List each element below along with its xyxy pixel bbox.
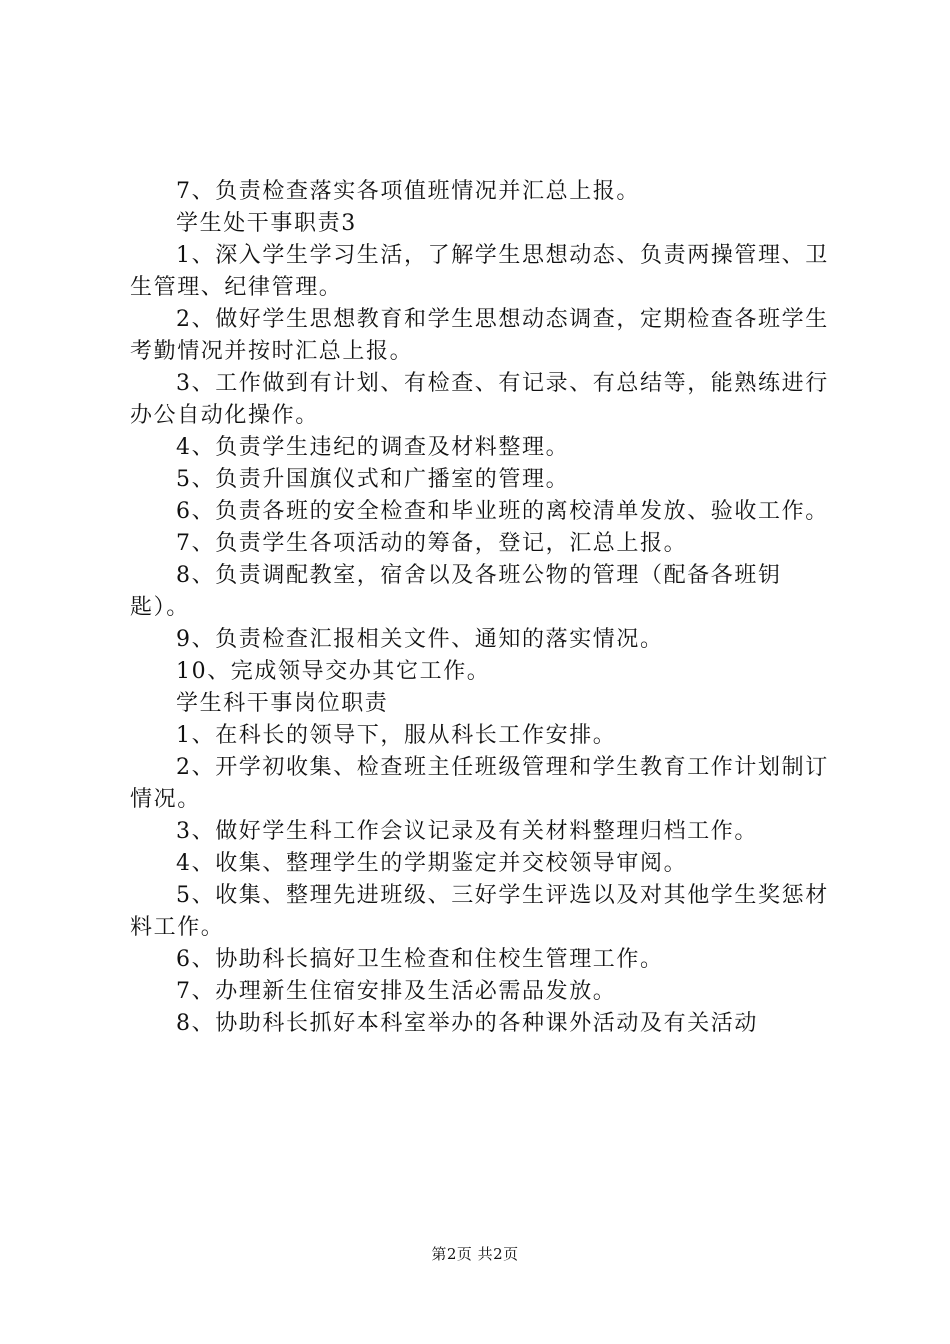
document-body [130,176,840,1040]
paragraph: 2、做好学生思想教育和学生思想动态调查，定期检查各班学生考勤情况并按时汇总上报。 [130,307,829,364]
section-heading: 学生处干事职责3 [176,211,357,236]
paragraph: 3、工作做到有计划、有检查、有记录、有总结等，能熟练进行办公自动化操作。 [130,371,829,428]
paragraph: 7、办理新生住宿安排及生活必需品发放。 [176,979,617,1004]
paragraph: 4、收集、整理学生的学期鉴定并交校领导审阅。 [176,851,688,876]
paragraph: 2、开学初收集、检查班主任班级管理和学生教育工作计划制订情况。 [130,755,829,812]
paragraph: 5、负责升国旗仪式和广播室的管理。 [176,467,570,492]
paragraph: 9、负责检查汇报相关文件、通知的落实情况。 [176,627,664,652]
paragraph: 10、完成领导交办其它工作。 [176,659,491,684]
paragraph: 4、负责学生违纪的调查及材料整理。 [176,435,570,460]
paragraph: 5、收集、整理先进班级、三好学生评选以及对其他学生奖惩材料工作。 [130,883,829,940]
paragraph: 1、深入学生学习生活，了解学生思想动态、负责两操管理、卫生管理、纪律管理。 [130,243,829,300]
paragraph: 8、负责调配教室，宿舍以及各班公物的管理（配备各班钥匙）。 [130,563,782,620]
paragraph: 3、做好学生科工作会议记录及有关材料整理归档工作。 [176,819,758,844]
paragraph: 6、负责各班的安全检查和毕业班的离校清单发放、验收工作。 [176,499,829,524]
paragraph: 7、负责检查落实各项值班情况并汇总上报。 [176,179,640,204]
page-number-footer: 第2页 共2页 [431,1245,519,1263]
section-heading: 学生科干事岗位职责 [176,691,389,716]
paragraph: 8、协助科长抓好本科室举办的各种课外活动及有关活动 [176,1011,758,1036]
paragraph: 1、在科长的领导下，服从科长工作安排。 [176,723,617,748]
paragraph: 7、负责学生各项活动的筹备，登记，汇总上报。 [176,531,688,556]
paragraph: 6、协助科长搞好卫生检查和住校生管理工作。 [176,947,664,972]
